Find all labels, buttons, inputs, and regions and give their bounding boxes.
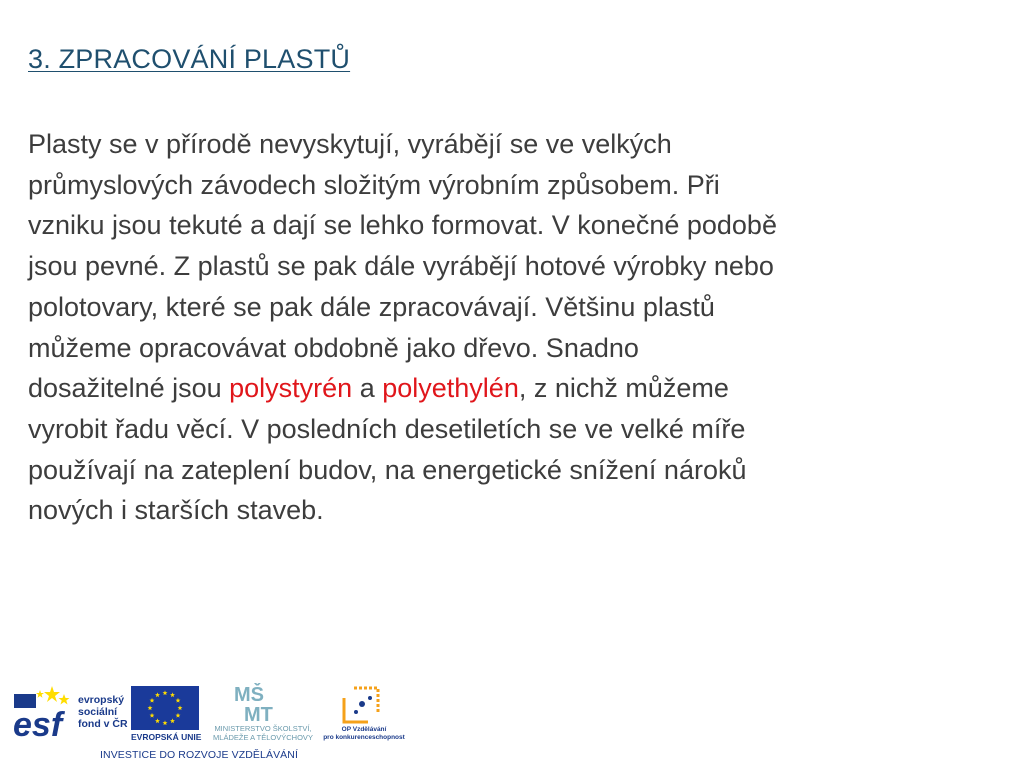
body-line: polotovary, které se pak dále zpracovávají. Většinu plastů <box>28 291 715 322</box>
body-text-segment: , z nichž můžeme <box>518 373 729 404</box>
op-logo-icon <box>340 684 388 726</box>
svg-text:MŠ: MŠ <box>234 684 264 706</box>
esf-line: evropský <box>78 694 125 706</box>
body-text-segment: dosažitelné jsou <box>28 373 230 404</box>
body-line: jsou pevné. Z plastů se pak dále vyrábějí hotové výrobky nebo <box>28 251 774 282</box>
body-line: nových i starších staveb. <box>28 495 324 526</box>
body-text-segment: a <box>352 373 383 404</box>
body-line: Plasty se v přírodě nevyskytují, vyrábějí se ve velkých <box>28 129 672 159</box>
body-line: vyrobit řadu věcí. V posledních desetiletích se ve velké míře <box>28 413 746 444</box>
slide-body-text <box>28 124 1003 531</box>
msmt-text <box>204 724 322 742</box>
svg-text:MT: MT <box>244 704 273 723</box>
esf-line: fond v ČR <box>78 718 128 730</box>
body-line-highlighted <box>28 368 1003 409</box>
highlight-polystyren: polystyrén <box>229 373 353 404</box>
investice-tagline: INVESTICE DO ROZVOJE VZDĚLÁVÁNÍ <box>100 749 298 761</box>
msmt-line: MINISTERSTVO ŠKOLSTVÍ, <box>214 724 312 733</box>
msmt-logo-icon <box>232 683 292 723</box>
msmt-line: MLÁDEŽE A TĚLOVÝCHOVY <box>213 733 313 742</box>
body-line: můžeme opracovávat obdobně jako dřevo. Snadno <box>28 332 639 363</box>
eu-flag-icon <box>131 686 199 730</box>
slide-title: 3. ZPRACOVÁNÍ PLASTŮ <box>28 44 351 74</box>
svg-text:esf: esf <box>13 706 63 740</box>
esf-text <box>78 694 128 730</box>
eu-label: EVROPSKÁ UNIE <box>131 732 202 742</box>
op-line: OP Vzdělávání <box>341 726 387 733</box>
body-line: používají na zateplení budov, na energetické snížení nároků <box>28 454 747 485</box>
esf-logo-icon <box>12 684 76 740</box>
body-line: vzniku jsou tekuté a dají se lehko formovat. V konečné podobě <box>28 210 777 241</box>
footer-logo-bar <box>10 680 410 768</box>
op-line: pro konkurenceschopnost <box>323 734 405 741</box>
op-text <box>322 726 406 742</box>
highlight-polyethylen: polyethylén <box>382 373 519 404</box>
esf-line: sociální <box>78 706 118 718</box>
body-line: průmyslových závodech složitým výrobním způsobem. Při <box>28 169 720 200</box>
